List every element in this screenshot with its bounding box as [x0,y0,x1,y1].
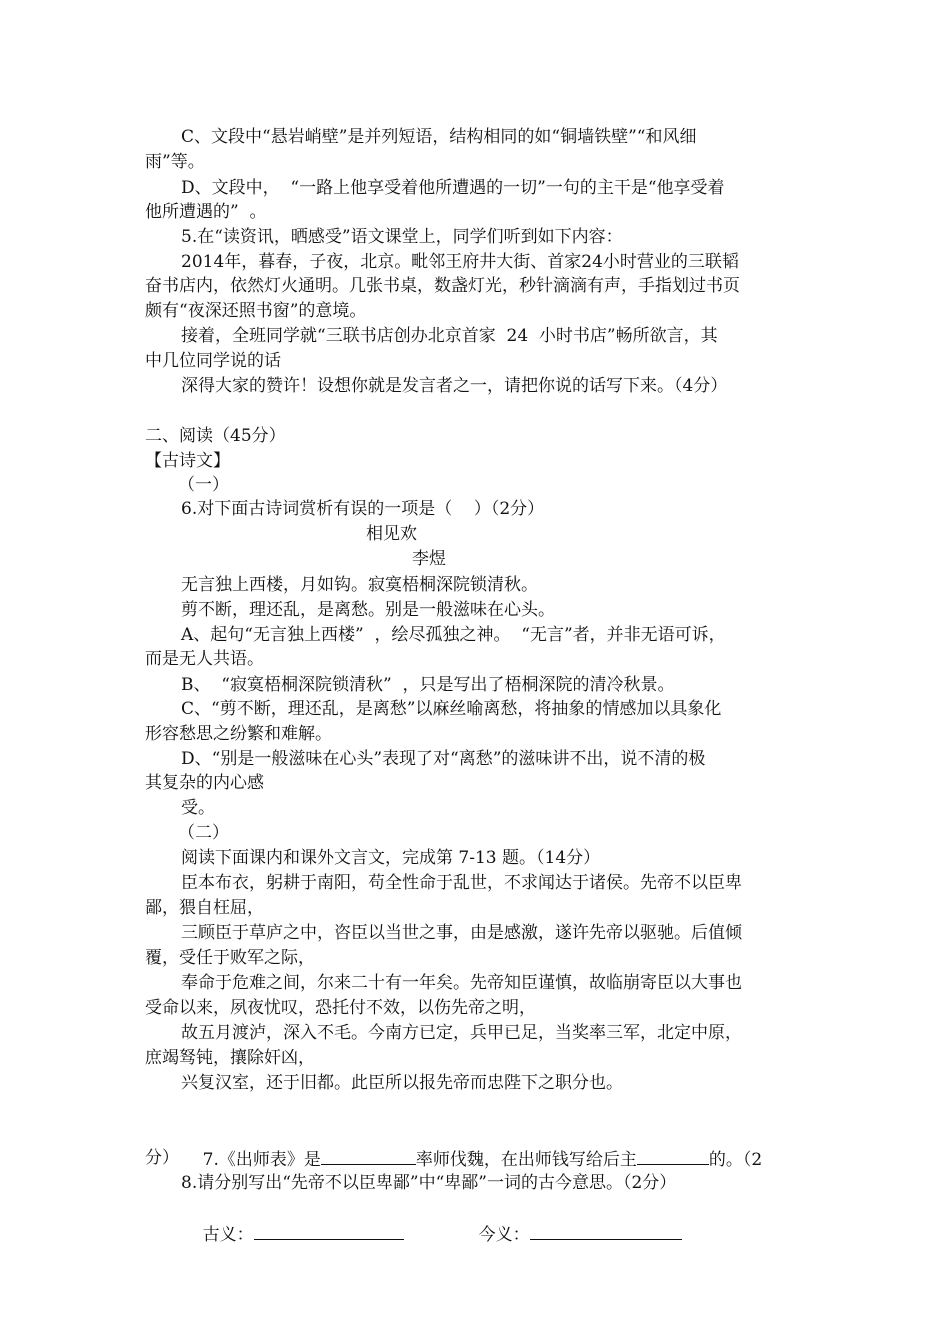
q6-option-a-line2: 而是无人共语。 [145,649,264,669]
passage-line5: 中几位同学说的话 [145,351,281,371]
classical-line3: 三顾臣于草庐之中，咨臣以当世之事，由是感激，遂许先帝以驱驰。后值倾 [181,923,742,943]
subsection-two: （二） [178,823,229,843]
question-5: 5.在“读资讯，晒感受”语文课堂上，同学们听到如下内容： [181,227,623,247]
modern-meaning-label: 今义： [478,1224,530,1245]
classical-line8: 庶竭驽钝，攘除奸凶， [145,1048,315,1068]
question-8-answers [181,1196,682,1272]
ancient-meaning-label: 古义： [202,1224,254,1245]
passage-line4: 接着，全班同学就“三联书店创办北京首家 24 小时书店”畅所欲言，其 [181,326,718,346]
q6-option-c-line2: 形容愁思之纷繁和难解。 [145,724,332,744]
passage-line6: 深得大家的赞许！设想你就是发言者之一，请把你说的话写下来。（4分） [181,376,728,396]
option-d-line1: D、文段中， “一路上他享受着他所遭遇的一切”一句的主干是“他享受着 [181,178,725,198]
option-c-line2: 雨”等。 [145,152,205,172]
poem-author: 李煜 [412,549,446,569]
option-c-line1: C、文段中“悬岩峭壁”是并列短语，结构相同的如“铜墙铁壁”“和风细 [181,127,697,147]
q6-option-a-line1: A、起句“无言独上西楼” ，绘尽孤独之神。 “无言”者，并非无语可诉， [181,625,726,645]
classical-line1: 臣本布衣，躬耕于南阳，苟全性命于乱世，不求闻达于诸侯。先帝不以臣卑 [181,873,742,893]
instruction-7-13: 阅读下面课内和课外文言文，完成第 7-13 题。（14分） [181,848,601,868]
classical-line4: 覆，受任于败军之际， [145,948,315,968]
q6-option-b: B、 “寂寞梧桐深院锁清秋” ，只是写出了梧桐深院的清冷秋景。 [181,675,675,695]
section-classical-heading: 【古诗文】 [145,451,230,471]
q6-option-d-line3: 受。 [181,798,215,818]
answer-blank-author[interactable] [321,1146,416,1165]
question-7-part2: 率师伐魏，在出师钱写给后主 [415,1149,637,1170]
question-7-line2: 分） [145,1148,179,1168]
ancient-meaning-blank[interactable] [254,1221,404,1240]
classical-line7: 故五月渡泸，深入不毛。今南方已定，兵甲已足，当奖率三军，北定中原， [181,1023,742,1043]
poem-title: 相见欢 [366,524,417,544]
section-reading-heading: 二、阅读（45分） [145,426,286,446]
question-8: 8.请分别写出“先帝不以臣卑鄙”中“卑鄙”一词的古今意思。（2分） [181,1173,677,1193]
classical-line2: 鄙，猥自枉屈， [145,898,264,918]
passage-line1: 2014年，暮春，子夜，北京。毗邻王府井大街、首家24小时营业的三联韬 [181,252,739,272]
classical-line6: 受命以来，夙夜忧叹，恐托付不效，以伤先帝之明， [145,998,536,1018]
poem-line2: 剪不断，理还乱，是离愁。别是一般滋味在心头。 [181,600,555,620]
poem-line1: 无言独上西楼，月如钩。寂寞梧桐深院锁清秋。 [181,575,538,595]
modern-meaning-blank[interactable] [530,1221,682,1240]
classical-line5: 奉命于危难之间，尔来二十有一年矣。先帝知臣谨慎，故临崩寄臣以大事也 [181,973,742,993]
option-d-line2: 他所遭遇的” 。 [145,202,267,222]
q6-option-d-line1: D、“别是一般滋味在心头”表现了对“离愁”的滋味讲不出，说不清的极 [181,749,706,769]
q6-option-c-line1: C、“剪不断，理还乱，是离愁”以麻丝喻离愁，将抽象的情感加以具象化 [181,699,722,719]
passage-line3: 颇有“夜深还照书窗”的意境。 [145,301,367,321]
classical-line9: 兴复汉室，还于旧都。此臣所以报先帝而忠陛下之职分也。 [181,1073,623,1093]
question-7-part1: 7.《出师表》是 [202,1149,321,1170]
passage-line2: 奋书店内，依然灯火通明。几张书桌，数盏灯光，秒针滴滴有声，手指划过书页 [145,276,740,296]
question-6: 6.对下面古诗词赏析有误的一项是（ ）（2分） [181,499,545,519]
answer-blank-recipient[interactable] [637,1146,709,1165]
q6-option-d-line2: 其复杂的内心感 [145,773,264,793]
subsection-one: （一） [178,475,229,495]
question-7-part3: 的。（2 [708,1149,763,1170]
